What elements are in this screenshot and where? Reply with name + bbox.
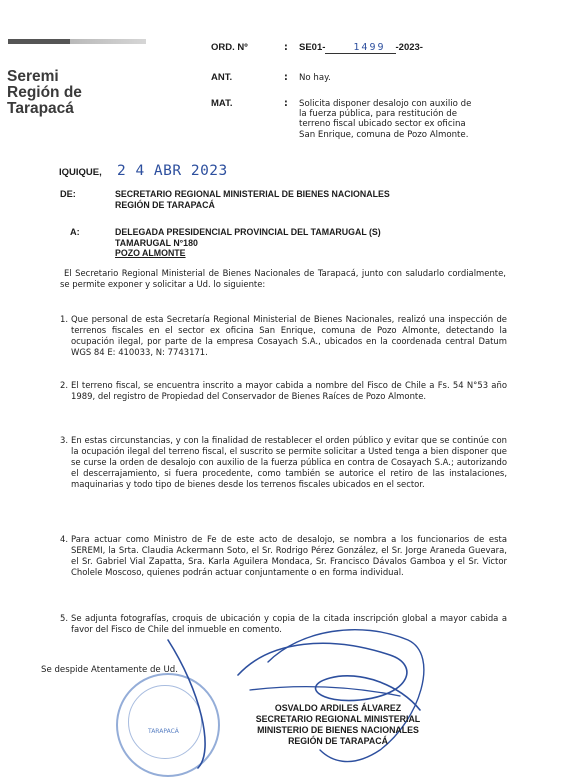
from-label: DE: — [60, 189, 76, 199]
closing-line: Se despide Atentamente de Ud. — [41, 665, 178, 675]
to-label: A: — [70, 227, 80, 237]
to-line-3: POZO ALMONTE — [115, 248, 186, 259]
date-city: IQUIQUE, — [59, 167, 102, 178]
from-recipient — [115, 189, 390, 210]
signer-title: SECRETARIO REGIONAL MINISTERIAL — [255, 714, 421, 724]
letterhead-bar — [8, 39, 146, 44]
mat-line-3: terreno fiscal ubicado sector ex oficina — [299, 119, 466, 130]
mat-label: MAT. — [211, 98, 233, 109]
from-line-2: REGIÓN DE TARAPACÁ — [115, 199, 215, 210]
letterhead-line-3: Tarapacá — [7, 100, 74, 117]
list-item-5 — [60, 613, 507, 635]
list-item-number: 1. — [60, 314, 69, 324]
list-item-1 — [60, 314, 507, 358]
list-item-2 — [60, 380, 507, 402]
mat-line-2: la fuerza pública, para restitución de — [299, 109, 457, 120]
signer-name: OSVALDO ARDILES ÁLVAREZ — [274, 703, 402, 713]
signer-ministry: MINISTERIO DE BIENES NACIONALES — [257, 725, 419, 735]
ant-label: ANT. — [211, 72, 233, 83]
ant-value: No hay. — [299, 73, 331, 83]
ant-colon: : — [284, 72, 288, 83]
list-item-text: En estas circunstancias, y con la finalidad de restablecer el orden público y evitar que se continúe con la ocupación ilegal del terreno fiscal, el suscrito se permite solicitar a Usted tenga a bien disponer que se curse la orden de desalojo con auxilio de la fuerza pública en contra de Cosayach S.A.; autorizando el descerrajamiento, si fuera procedente, como también se autorice el retiro de las instalaciones, maquinarias y todo tipo de bienes desde los terrenos fiscales ubicados en el sector. — [71, 435, 507, 490]
ord-number — [299, 42, 423, 53]
intro-paragraph: El Secretario Regional Ministerial de Bienes Nacionales de Tarapacá, junto con saludarlo cordialmente, se permite exponer y solicitar a Ud. lo siguiente: — [60, 268, 506, 290]
ord-handwritten-number: 1499 — [325, 42, 395, 54]
letterhead-line-1: Seremi — [7, 68, 59, 85]
letterhead-line-2: Región de — [7, 84, 82, 101]
signature-stroke-3 — [250, 687, 400, 696]
to-line-1: DELEGADA PRESIDENCIAL PROVINCIAL DEL TAMARUGAL (S) — [115, 227, 381, 237]
official-seal-inner-ring — [128, 685, 202, 759]
mat-line-4: San Enrique, comuna de Pozo Almonte. — [299, 129, 469, 140]
list-item-4 — [60, 534, 507, 578]
list-item-text: El terreno fiscal, se encuentra inscrito a mayor cabida a nombre del Fisco de Chile a Fs. 54 N°53 año 1989, del registro de Propiedad del Conservador de Bienes Raíces de Pozo Almonte. — [71, 380, 507, 402]
from-line-1: SECRETARIO REGIONAL MINISTERIAL DE BIENES NACIONALES — [115, 189, 390, 199]
list-item-text: Para actuar como Ministro de Fe de este acto de desalojo, se nombra a los funcionarios de esta SEREMI, la Srta. Claudia Ackermann Soto, el Sr. Rodrigo Pérez González, el Sr. Jorge Araneda Guevara, el Sr. Gabriel Vial Zapatta, Sra. Karla Aguilera Mondaca, Sr. Francisco Dávalos Gamboa y el Sr. Victor Cholele Moscoso, quienes podrán actuar conjuntamente o en forma individual. — [71, 534, 507, 578]
mat-line-1: Solicita disponer desalojo con auxilio de — [299, 99, 472, 109]
signer-region: REGIÓN DE TARAPACÁ — [288, 736, 388, 746]
date-stamp: 2 4 ABR 2023 — [117, 163, 228, 179]
ord-label: ORD. Nº — [211, 42, 248, 53]
list-item-text: Se adjunta fotografías, croquis de ubicación y copia de la citada inscripción global a mayor cabida a favor del Fisco de Chile del inmueble en comento. — [71, 613, 507, 635]
letterhead-logo — [7, 69, 82, 117]
official-seal-text: TARAPACÁ — [148, 728, 179, 735]
list-item-number: 4. — [60, 534, 69, 544]
ord-prefix: SE01- — [299, 42, 326, 53]
to-recipient — [115, 227, 381, 259]
list-item-number: 5. — [60, 613, 69, 623]
list-item-number: 2. — [60, 380, 69, 390]
ord-colon: : — [284, 42, 288, 53]
list-item-number: 3. — [60, 435, 69, 445]
mat-colon: : — [284, 98, 288, 109]
mat-value — [299, 99, 529, 140]
ord-suffix: -2023- — [395, 42, 423, 53]
signature-block — [218, 703, 458, 747]
list-item-text: Que personal de esta Secretaría Regional Ministerial de Bienes Nacionales, realizó una inspección de terrenos fiscales en el sector ex oficina San Enrique, comuna de Pozo Almonte, detectando la ocupación ilegal, por parte de la empresa Cosayach S.A., ubicados en la coordenada central Datum WGS 84 E: 410033, N: 7743171. — [71, 314, 507, 358]
to-line-2: TAMARUGAL N°180 — [115, 237, 198, 248]
list-item-3 — [60, 435, 507, 490]
